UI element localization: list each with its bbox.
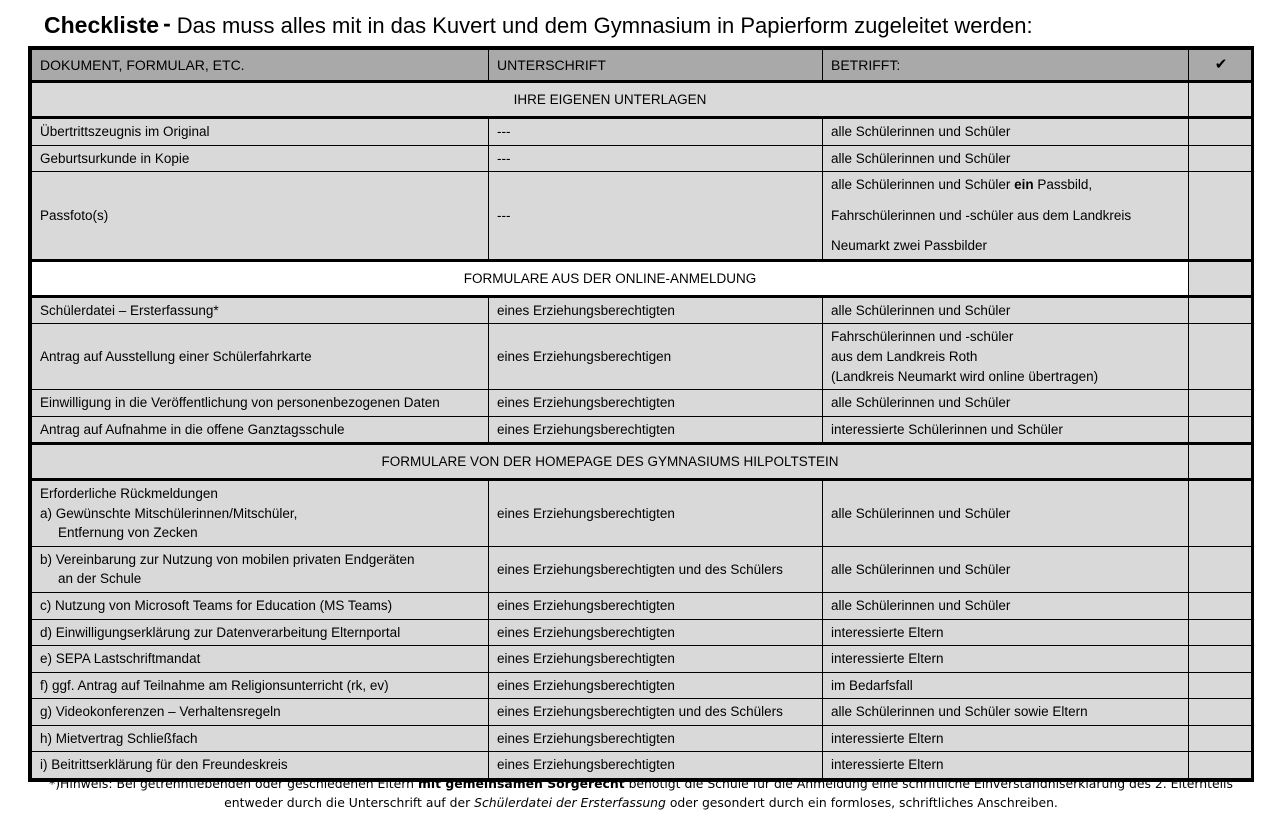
footnote-line-1-a: *)Hinweis: Bei getrenntlebenden oder geschiedenen Eltern (49, 776, 418, 791)
section-band-check-cell[interactable] (1189, 260, 1252, 296)
page-title-rest: Das muss alles mit in das Kuvert und dem Gymnasium in Papierform zugeleitet werden: (176, 13, 1033, 38)
row-affects: interessierte Eltern (823, 646, 1189, 673)
section-band-check-cell[interactable] (1189, 444, 1252, 480)
row-affects-line-1: Fahrschülerinnen und -schüler (831, 329, 1014, 345)
section-band-label: FORMULARE AUS DER ONLINE-ANMELDUNG (32, 260, 1189, 296)
row-checkbox-cell[interactable] (1189, 324, 1252, 390)
row-checkbox-cell[interactable] (1189, 118, 1252, 146)
row-signature: eines Erziehungsberechtigten (489, 725, 823, 752)
row-checkbox-cell[interactable] (1189, 646, 1252, 673)
row-document: Geburtsurkunde in Kopie (32, 145, 489, 172)
row-affects-line-2: Fahrschülerinnen und -schüler aus dem Landkreis (831, 207, 1132, 223)
footnote-line-1-b: benötigt die Schule für die Anmeldung eine schriftliche Einverständniserklärung des 2. Elternteils (624, 776, 1233, 791)
checklist-table (31, 49, 1252, 779)
row-checkbox-cell[interactable] (1189, 172, 1252, 261)
checkmark-icon: ✔ (1189, 50, 1252, 82)
row-document: Übertrittszeugnis im Original (32, 118, 489, 146)
row-checkbox-cell[interactable] (1189, 416, 1252, 444)
row-signature: eines Erziehungsberechtigten (489, 593, 823, 620)
table-row (32, 725, 1252, 752)
row-document-line-1: Erforderliche Rückmeldungen (40, 486, 218, 502)
row-affects: alle Schülerinnen und Schüler (823, 546, 1189, 592)
table-row (32, 172, 1252, 261)
table-row (32, 145, 1252, 172)
section-band-label: IHRE EIGENEN UNTERLAGEN (32, 82, 1189, 118)
row-document-line-1: b) Vereinbarung zur Nutzung von mobilen privaten Endgeräten (40, 551, 415, 567)
row-signature: eines Erziehungsberechtigten (489, 416, 823, 444)
row-signature: eines Erziehungsberechtigten und des Schülers (489, 546, 823, 592)
section-band-check-cell[interactable] (1189, 82, 1252, 118)
row-document: Antrag auf Aufnahme in die offene Ganztagsschule (32, 416, 489, 444)
footnote-line-2-a: entweder durch die Unterschrift auf der (224, 795, 475, 811)
table-row (32, 593, 1252, 620)
row-signature: eines Erziehungsberechtigten (489, 619, 823, 646)
table-row (32, 646, 1252, 673)
row-signature: eines Erziehungsberechtigten (489, 296, 823, 324)
table-row (32, 324, 1252, 390)
table-header-row (32, 50, 1252, 82)
row-checkbox-cell[interactable] (1189, 725, 1252, 752)
row-affects-line-3: (Landkreis Neumarkt wird online übertragen) (831, 368, 1099, 384)
row-affects-line-3: Neumarkt zwei Passbilder (831, 238, 988, 254)
row-document: i) Beitrittserklärung für den Freundeskreis (32, 752, 489, 779)
row-checkbox-cell[interactable] (1189, 480, 1252, 547)
row-signature: eines Erziehungsberechtigten (489, 672, 823, 699)
row-signature: eines Erziehungsberechtigen (489, 324, 823, 390)
row-document: h) Mietvertrag Schließfach (32, 725, 489, 752)
row-document: Antrag auf Ausstellung einer Schülerfahrkarte (32, 324, 489, 390)
row-checkbox-cell[interactable] (1189, 145, 1252, 172)
column-header-affects: BETRIFFT: (823, 50, 1189, 82)
section-band-homepage-forms (32, 444, 1252, 480)
row-document: Einwilligung in die Veröffentlichung von personenbezogenen Daten (32, 390, 489, 417)
row-affects: im Bedarfsfall (823, 672, 1189, 699)
row-document-line-2: a) Gewünschte Mitschülerinnen/Mitschüler, (40, 505, 298, 521)
table-row (32, 672, 1252, 699)
section-band-label: FORMULARE VON DER HOMEPAGE DES GYMNASIUMS HILPOLTSTEIN (32, 444, 1189, 480)
section-band-online-registration (32, 260, 1252, 296)
footnote-line-2-italic: Schülerdatei der Ersterfassung (474, 795, 666, 811)
row-affects: interessierte Schülerinnen und Schüler (823, 416, 1189, 444)
row-affects: alle Schülerinnen und Schüler (823, 480, 1189, 547)
row-document: e) SEPA Lastschriftmandat (32, 646, 489, 673)
row-document-line-3: Entfernung von Zecken (58, 525, 198, 541)
row-affects (823, 324, 1189, 390)
footnote-line-1 (28, 774, 1254, 793)
row-signature: --- (489, 172, 823, 261)
page-title (44, 12, 1264, 42)
row-checkbox-cell[interactable] (1189, 619, 1252, 646)
row-document: Passfoto(s) (32, 172, 489, 261)
footnote-line-1-bold: mit gemeinsamen Sorgerecht (417, 776, 625, 791)
row-signature: eines Erziehungsberechtigten (489, 646, 823, 673)
row-signature: eines Erziehungsberechtigten und des Schülers (489, 699, 823, 726)
row-affects: alle Schülerinnen und Schüler (823, 118, 1189, 146)
row-document: f) ggf. Antrag auf Teilnahme am Religionsunterricht (rk, ev) (32, 672, 489, 699)
row-checkbox-cell[interactable] (1189, 593, 1252, 620)
row-document: Schülerdatei – Ersterfassung* (32, 296, 489, 324)
table-row (32, 118, 1252, 146)
row-signature: eines Erziehungsberechtigten (489, 480, 823, 547)
row-checkbox-cell[interactable] (1189, 546, 1252, 592)
row-affects: alle Schülerinnen und Schüler (823, 145, 1189, 172)
table-row (32, 480, 1252, 547)
row-affects-line-2: aus dem Landkreis Roth (831, 348, 978, 364)
row-checkbox-cell[interactable] (1189, 296, 1252, 324)
row-affects: alle Schülerinnen und Schüler (823, 593, 1189, 620)
row-affects: interessierte Eltern (823, 725, 1189, 752)
footnote (28, 774, 1254, 812)
page-title-main: Checkliste (44, 12, 160, 38)
table-row (32, 546, 1252, 592)
row-signature: eines Erziehungsberechtigten (489, 390, 823, 417)
row-affects: interessierte Eltern (823, 752, 1189, 779)
row-affects: alle Schülerinnen und Schüler (823, 390, 1189, 417)
row-checkbox-cell[interactable] (1189, 699, 1252, 726)
row-affects: alle Schülerinnen und Schüler sowie Eltern (823, 699, 1189, 726)
row-affects (823, 172, 1189, 261)
row-signature: --- (489, 118, 823, 146)
row-affects-line-1-text: alle Schülerinnen und Schüler ein Passbild, (831, 177, 1093, 193)
row-document (32, 546, 489, 592)
row-document: g) Videokonferenzen – Verhaltensregeln (32, 699, 489, 726)
table-row (32, 390, 1252, 417)
page-title-separator: - (163, 10, 171, 36)
row-affects: interessierte Eltern (823, 619, 1189, 646)
row-signature: eines Erziehungsberechtigten (489, 752, 823, 779)
row-signature: --- (489, 145, 823, 172)
footnote-line-2 (28, 793, 1254, 812)
column-header-signature: UNTERSCHRIFT (489, 50, 823, 82)
table-row (32, 699, 1252, 726)
section-band-own-documents (32, 82, 1252, 118)
footnote-line-2-b: oder gesondert durch ein formloses, schriftliches Anschreiben. (665, 795, 1058, 811)
row-checkbox-cell[interactable] (1189, 390, 1252, 417)
row-affects-line-1 (831, 175, 1182, 195)
table-row (32, 416, 1252, 444)
row-checkbox-cell[interactable] (1189, 672, 1252, 699)
row-document: d) Einwilligungserklärung zur Datenverarbeitung Elternportal (32, 619, 489, 646)
table-row (32, 619, 1252, 646)
row-affects: alle Schülerinnen und Schüler (823, 296, 1189, 324)
row-document: c) Nutzung von Microsoft Teams for Education (MS Teams) (32, 593, 489, 620)
row-affects-emphasis: ein (1014, 177, 1034, 193)
table-row (32, 296, 1252, 324)
row-document (32, 480, 489, 547)
checklist-table-wrapper (28, 46, 1254, 782)
column-header-document: DOKUMENT, FORMULAR, ETC. (32, 50, 489, 82)
row-document-line-2: an der Schule (58, 571, 142, 587)
